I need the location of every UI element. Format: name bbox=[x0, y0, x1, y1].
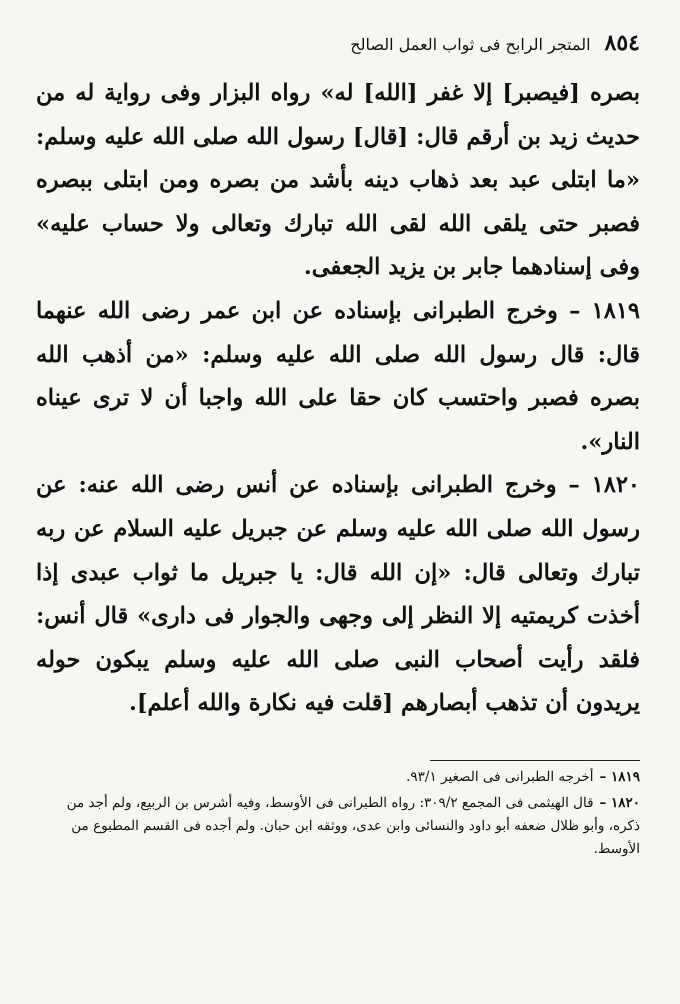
footnote-text: قال الهيثمى فى المجمع ٣٠٩/٢: رواه الطبرانى فى الأوسط، وفيه أشرس بن الربيع، ولم أجد من ذكره، وأبو ظلال ضعفه أبو داود والنسائى وابن عدى، ووثقه ابن حبان. ولم أجده فى القسم المطبوع من الأوسط. bbox=[66, 795, 640, 857]
running-title: المتجر الرابح فى ثواب العمل الصالح bbox=[350, 35, 591, 54]
paragraph-hadith-1820: ١٨٢٠ – وخرج الطبرانى بإسناده عن أنس رضى الله عنه: عن رسول الله صلى الله عليه وسلم عن جبريل عليه السلام عن ربه تبارك وتعالى قال: «إن الله قال: يا جبريل ما ثواب عبدى إذا أخذت كريمتيه إلا النظر إلى وجهى والجوار فى دارى» قال أنس: فلقد رأيت أصحاب النبى صلى الله عليه وسلم يبكون حوله يريدون أن تذهب أبصارهم [قلت فيه نكارة والله أعلم]. bbox=[36, 472, 640, 717]
page-number: ٨٥٤ bbox=[604, 30, 640, 56]
paragraph-continuation: بصره [فيصبر] إلا غفر [الله] له» رواه البزار وفى رواية له من حديث زيد بن أرقم قال: [قال] رسول الله صلى الله عليه وسلم: «ما ابتلى عبد بعد ذهاب دينه بأشد من بصره ومن ابتلى ببصره فصبر حتى يلقى الله لقى الله تبارك وتعالى ولا حساب عليه» وفى إسنادهما جابر بن يزيد الجعفى. bbox=[36, 80, 640, 281]
footnote-1819 bbox=[36, 766, 640, 789]
footnotes bbox=[36, 766, 640, 864]
paragraph-hadith-1819: ١٨١٩ – وخرج الطبرانى بإسناده عن ابن عمر رضى الله عنهما قال: قال رسول الله صلى الله عليه وسلم: «من أذهب الله بصره فصبر واحتسب كان حقا على الله واجبا أن لا ترى عيناه النار». bbox=[36, 297, 640, 455]
main-text bbox=[36, 72, 640, 726]
page-header bbox=[60, 30, 640, 56]
footnote-1820 bbox=[36, 792, 640, 861]
footnote-number: ١٨١٩ – bbox=[599, 769, 640, 785]
footnote-text: أخرجه الطبرانى فى الصغير ٩٣/١. bbox=[406, 769, 594, 785]
footnote-number: ١٨٢٠ – bbox=[599, 795, 640, 811]
footnote-divider bbox=[430, 760, 640, 761]
